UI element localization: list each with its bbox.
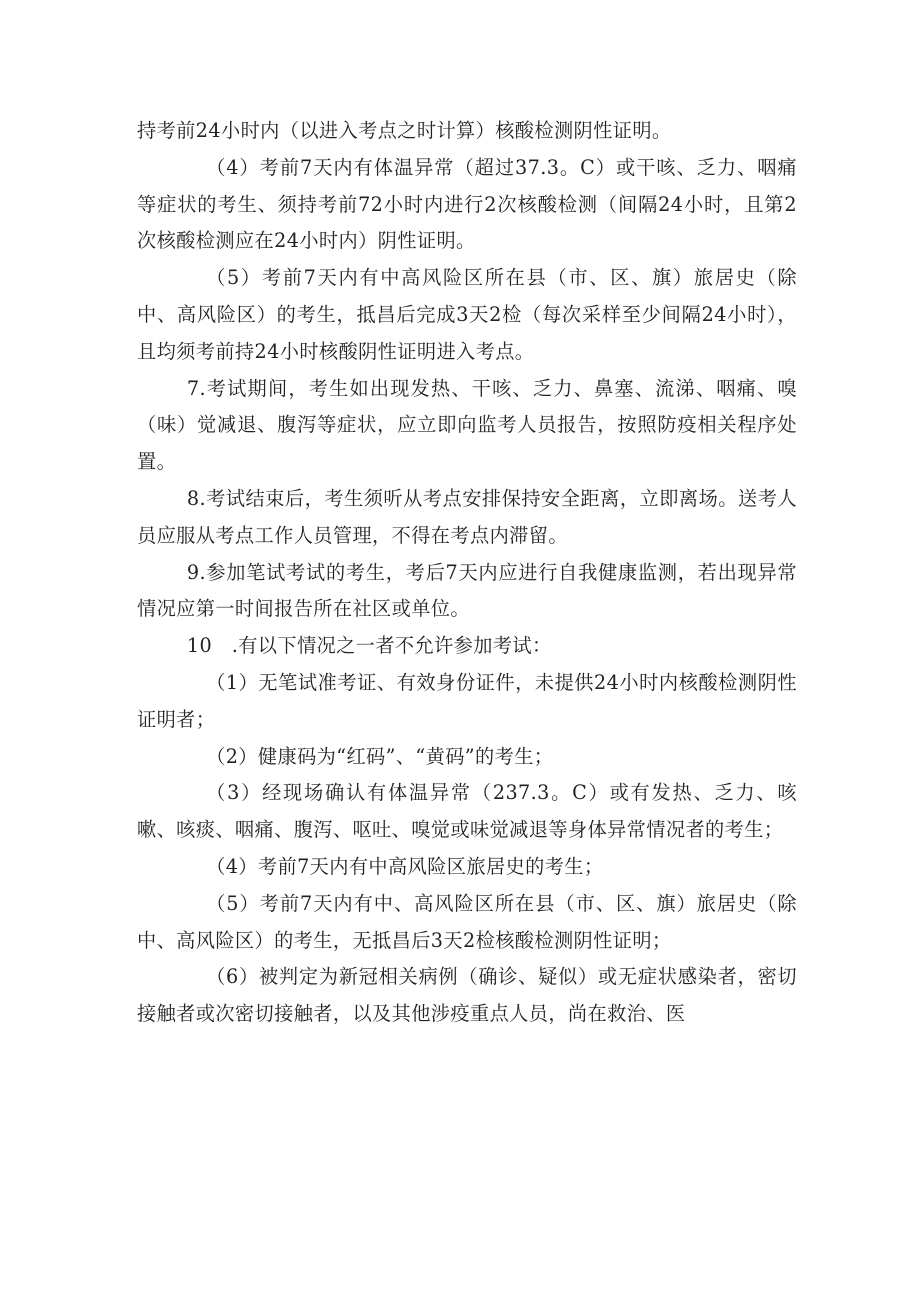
paragraph-rule-10: 10 .有以下情况之一者不允许参加考试： <box>186 634 552 658</box>
paragraph-rule-7: 7.考试期间，考生如出现发热、干咳、乏力、鼻塞、流涕、咽痛、嗅（味）觉减退、腹泻等症状，应立即向监考人员报告，按照防疫相关程序处置。 <box>137 376 797 474</box>
paragraph-item-2-health-code: （2）健康码为“红码”、“黄码”的考生； <box>206 744 554 768</box>
paragraph-continuation: 持考前24小时内（以进入考点之时计算）核酸检测阴性证明。 <box>137 119 672 142</box>
paragraph-rule-9: 9.参加笔试考试的考生，考后7天内应进行自我健康监测，若出现异常情况应第一时间报告所在社区或单位。 <box>137 560 797 621</box>
paragraph-item-5-county-travel: （5）考前7天内有中、高风险区所在县（市、区、旗）旅居史（除中、高风险区）的考生，无抵昌后3天2检核酸检测阴性证明； <box>137 891 797 952</box>
document-body <box>137 113 797 1033</box>
paragraph-item-4-risk-area: （4）考前7天内有中高风险区旅居史的考生； <box>206 854 604 878</box>
paragraph-item-1-no-admission: （1）无笔试准考证、有效身份证件，未提供24小时内核酸检测阴性证明者； <box>137 670 797 731</box>
paragraph-rule-8: 8.考试结束后，考生须听从考点安排保持安全距离，立即离场。送考人员应服从考点工作人员管理，不得在考点内滞留。 <box>137 486 797 547</box>
paragraph-item-3-symptoms: （3）经现场确认有体温异常（237.3。C）或有发热、乏力、咳嗽、咳痰、咽痛、腹泻、呕吐、嗅觉或味觉减退等身体异常情况者的考生； <box>137 781 797 842</box>
paragraph-item-4-temperature: （4）考前7天内有体温异常（超过37.3。C）或干咳、乏力、咽痛等症状的考生、须持考前72小时内进行2次核酸检测（间隔24小时，且第2次核酸检测应在24小时内）阴性证明。 <box>137 155 797 253</box>
paragraph-item-5-travel-history: （5）考前7天内有中高风险区所在县（市、区、旗）旅居史（除中、高风险区）的考生，抵昌后完成3天2检（每次采样至少间隔24小时），且均须考前持24小时核酸阴性证明进入考点。 <box>137 266 797 363</box>
paragraph-item-6-cases: （6）被判定为新冠相关病例（确诊、疑似）或无症状感染者，密切接触者或次密切接触者，以及其他涉疫重点人员，尚在救治、医 <box>137 965 797 1026</box>
